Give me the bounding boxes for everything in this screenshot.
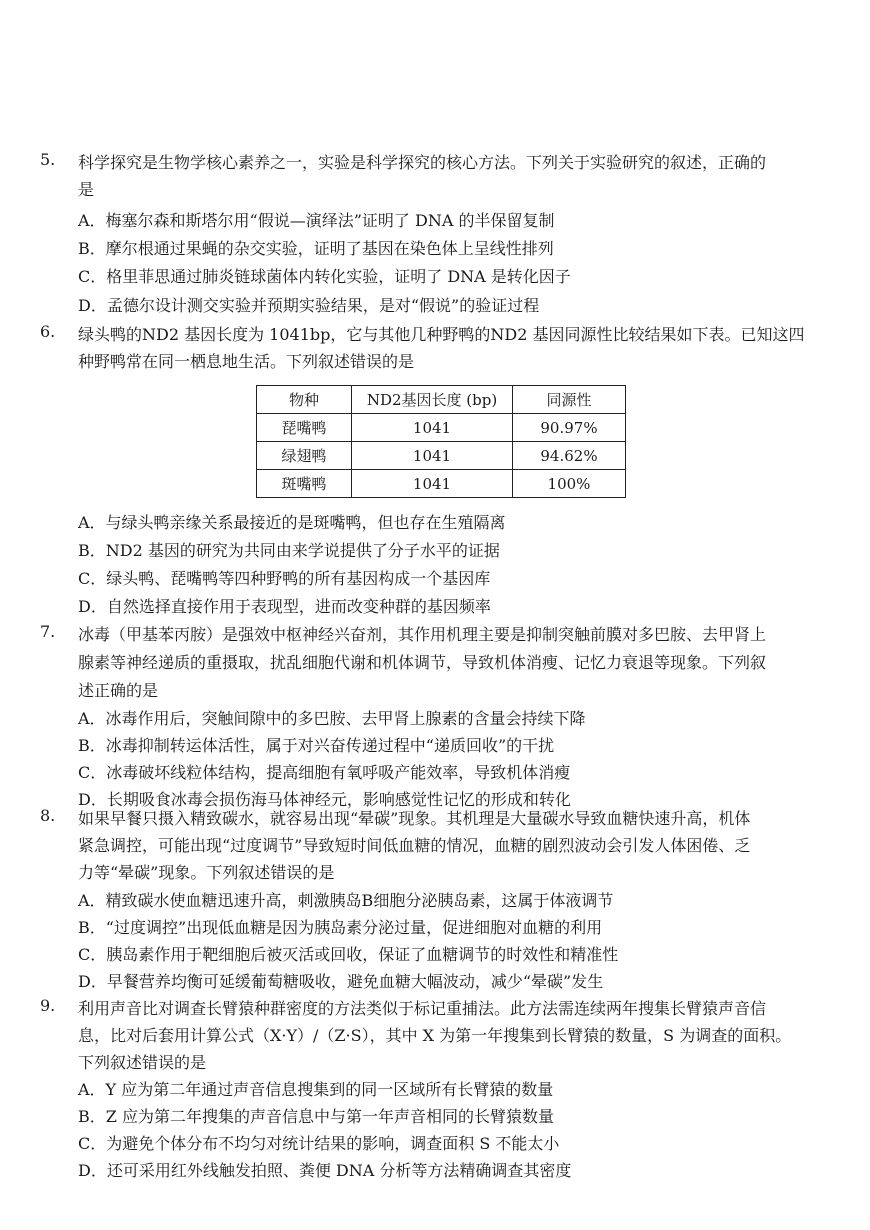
question-number: 9. xyxy=(40,996,56,1015)
question-stem-line: 种野鸭常在同一栖息地生活。下列叙述错误的是 xyxy=(78,352,415,371)
table-cell: 1041 xyxy=(352,470,513,498)
option-d: D．孟德尔设计测交实验并预期实验结果，是对“假说”的验证过程 xyxy=(78,296,540,315)
table-cell: 90.97% xyxy=(513,414,626,442)
option-d: D．长期吸食冰毒会损伤海马体神经元，影响感觉性记忆的形成和转化 xyxy=(78,790,571,809)
question-number: 7. xyxy=(40,622,56,641)
question-stem-line: 利用声音比对调查长臂猿种群密度的方法类似于标记重捕法。此方法需连续两年搜集长臂猿声音信 xyxy=(78,999,767,1018)
table-cell: 94.62% xyxy=(513,442,626,470)
table-cell: 1041 xyxy=(352,414,513,442)
option-a: A．冰毒作用后，突触间隙中的多巴胺、去甲肾上腺素的含量会持续下降 xyxy=(78,709,586,728)
table-row xyxy=(257,442,626,470)
option-d: D．早餐营养均衡可延缓葡萄糖吸收，避免血糖大幅波动，减少“晕碳”发生 xyxy=(78,972,604,991)
table-header-cell: 同源性 xyxy=(513,386,626,414)
option-c: C．冰毒破坏线粒体结构，提高细胞有氧呼吸产能效率，导致机体消瘦 xyxy=(78,763,571,782)
option-a: A．Y 应为第二年通过声音信息搜集到的同一区域所有长臂猿的数量 xyxy=(78,1080,554,1099)
table-header-row xyxy=(257,386,626,414)
question-stem-line: 科学探究是生物学核心素养之一，实验是科学探究的核心方法。下列关于实验研究的叙述，正确的 xyxy=(78,153,767,172)
option-b: B．冰毒抑制转运体活性，属于对兴奋传递过程中“递质回收”的干扰 xyxy=(78,736,555,755)
option-c: C．格里菲思通过肺炎链球菌体内转化实验，证明了 DNA 是转化因子 xyxy=(78,267,571,286)
table-header-cell: ND2基因长度 (bp) xyxy=(352,386,513,414)
option-c: C．为避免个体分布不均匀对统计结果的影响，调查面积 S 不能太小 xyxy=(78,1134,560,1153)
question-stem-line: 紧急调控，可能出现“过度调节”导致短时间低血糖的情况，血糖的剧烈波动会引发人体困倦、乏 xyxy=(78,836,751,855)
table-row xyxy=(257,470,626,498)
option-b: B．“过度调控”出现低血糖是因为胰岛素分泌过量，促进细胞对血糖的利用 xyxy=(78,918,603,937)
question-stem-line: 述正确的是 xyxy=(78,681,159,700)
table-row xyxy=(257,414,626,442)
option-a: A．梅塞尔森和斯塔尔用“假说—演绎法”证明了 DNA 的半保留复制 xyxy=(78,211,555,230)
table-cell: 1041 xyxy=(352,442,513,470)
table-cell: 斑嘴鸭 xyxy=(257,470,352,498)
question-number: 6. xyxy=(40,322,56,341)
question-number: 5. xyxy=(40,150,56,169)
question-stem-line: 息，比对后套用计算公式（X·Y）/（Z·S），其中 X 为第一年搜集到长臂猿的数量，S 为调查的面积。 xyxy=(78,1026,792,1045)
question-stem-line: 冰毒（甲基苯丙胺）是强效中枢神经兴奋剂，其作用机理主要是抑制突触前膜对多巴胺、去甲肾上 xyxy=(78,625,767,644)
question-stem-line: 如果早餐只摄入精致碳水，就容易出现“晕碳”现象。其机理是大量碳水导致血糖快速升高，机体 xyxy=(78,809,751,828)
option-b: B．Z 应为第二年搜集的声音信息中与第一年声音相同的长臂猿数量 xyxy=(78,1107,554,1126)
table-cell: 100% xyxy=(513,470,626,498)
option-d: D．还可采用红外线触发拍照、粪便 DNA 分析等方法精确调查其密度 xyxy=(78,1161,572,1180)
option-b: B．摩尔根通过果蝇的杂交实验，证明了基因在染色体上呈线性排列 xyxy=(78,239,554,258)
option-c: C．胰岛素作用于靶细胞后被灭活或回收，保证了血糖调节的时效性和精准性 xyxy=(78,945,619,964)
table-header-cell: 物种 xyxy=(257,386,352,414)
table-cell: 绿翅鸭 xyxy=(257,442,352,470)
option-a: A．精致碳水使血糖迅速升高，刺激胰岛B细胞分泌胰岛素，这属于体液调节 xyxy=(78,891,614,910)
question-stem-line: 下列叙述错误的是 xyxy=(78,1053,207,1072)
homology-table xyxy=(256,385,626,498)
option-b: B．ND2 基因的研究为共同由来学说提供了分子水平的证据 xyxy=(78,541,500,560)
question-number: 8. xyxy=(40,806,56,825)
question-stem-line: 力等“晕碳”现象。下列叙述错误的是 xyxy=(78,863,335,882)
question-stem-line: 是 xyxy=(78,180,95,199)
option-c: C．绿头鸭、琵嘴鸭等四种野鸭的所有基因构成一个基因库 xyxy=(78,569,491,588)
question-stem-line: 绿头鸭的ND2 基因长度为 1041bp，它与其他几种野鸭的ND2 基因同源性比较结果如下表。已知这四 xyxy=(78,325,805,344)
table-cell: 琵嘴鸭 xyxy=(257,414,352,442)
option-d: D．自然选择直接作用于表现型，进而改变种群的基因频率 xyxy=(78,597,491,616)
option-a: A．与绿头鸭亲缘关系最接近的是斑嘴鸭，但也存在生殖隔离 xyxy=(78,513,506,532)
question-stem-line: 腺素等神经递质的重摄取，扰乱细胞代谢和机体调节，导致机体消瘦、记忆力衰退等现象。下列叙 xyxy=(78,653,767,672)
